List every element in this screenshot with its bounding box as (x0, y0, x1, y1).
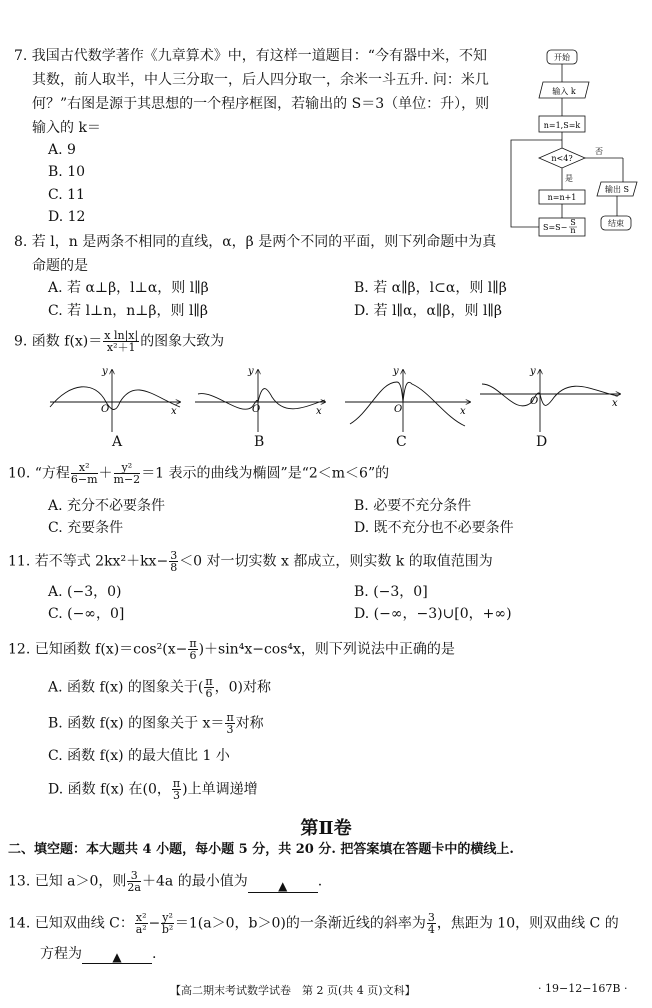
fc-update-num: S (570, 218, 576, 227)
q9-c-o: O (394, 404, 403, 415)
q8-line2: 命题的是 (32, 258, 88, 274)
fc-yes: 是 (565, 174, 573, 183)
q8-option-c: C. 若 l⊥n，n⊥β，则 l∥β (48, 303, 208, 319)
q7-option-d: D. 12 (48, 209, 86, 225)
q7-line3: 何？”右图是源于其思想的一个程序框图，若输出的 S＝3（单位：升），则 (32, 96, 490, 112)
q14-stem: 14. 已知双曲线 C： $\frac{\text{x²}}{\text{a²}}$ − $\frac{\text{y²}}{\text{b²}}$ ＝1(a＞0，b＞0)的一条渐近线的斜率为 $\frac{3}{4}$ ，焦距为 10，则双曲线 C 的 (8, 911, 619, 936)
q8-option-d: D. 若 l∥α，α∥β，则 l∥β (354, 303, 502, 319)
q10-option-b: B. 必要不充分条件 (354, 498, 472, 514)
q11-option-a: A. (−3，0) (48, 584, 122, 600)
q9-a-x: x (171, 406, 177, 417)
q14-line2: 方程为 ▲ . (40, 946, 157, 964)
fc-input: 输入 k (552, 87, 576, 96)
q7-line1: 7. 我国古代数学著作《九章算术》中，有这样一道题目：“今有器中米，不知 (14, 48, 487, 64)
q7-line2: 其数，前人取半，中人三分取一，后人四分取一，余米一斗五升. 问：米几 (32, 72, 489, 88)
q10-option-d: D. 既不充分也不必要条件 (354, 520, 514, 536)
fc-incr: n=n+1 (547, 193, 577, 202)
fc-update: S=S− (543, 223, 568, 232)
q7-option-b: B. 10 (48, 164, 86, 180)
q9-b-x: x (316, 406, 322, 417)
q9-stem: 9. 函数 f(x)＝ $\frac{\text{x ln|x|}}{\text{x²＋1}}$ 的图象大致为 (14, 329, 225, 354)
q12-stem: 12. 已知函数 f(x)＝cos²(x− $\frac{\pi}{6}$ )＋sin⁴x−cos⁴x，则下列说法中正确的是 (8, 637, 455, 662)
fc-update-den: n (570, 226, 576, 235)
fc-init: n=1,S=k (543, 121, 581, 130)
flowchart (505, 44, 645, 244)
q7-line4: 输入的 k＝ (32, 120, 101, 136)
fc-output: 输出 S (604, 185, 630, 194)
q9-d-x: x (612, 398, 618, 409)
q9-c-x: x (460, 406, 466, 417)
q12-option-d: D. 函数 f(x) 在(0， $\frac{\pi}{3}$ )上单调递增 (48, 777, 258, 802)
q9-label-d: D (536, 434, 548, 450)
fc-end: 结束 (608, 219, 624, 228)
q9-b-y: y (248, 366, 254, 377)
q12-option-b: B. 函数 f(x) 的图象关于 x＝ $\frac{\pi}{3}$ 对称 (48, 711, 264, 736)
q7-option-a: A. 9 (48, 142, 76, 158)
q14-answer-blank[interactable]: ▲ (82, 947, 152, 964)
q8-line1: 8. 若 l，n 是两条不相同的直线，α，β 是两个不同的平面，则下列命题中为真 (14, 234, 497, 250)
section-heading: 二、填空题：本大题共 4 小题，每小题 5 分，共 20 分. 把答案填在答题卡中的横线上. (8, 842, 514, 857)
q13-answer-blank[interactable]: ▲ (248, 876, 318, 893)
q9-fraction: $\frac{\text{x ln|x|}}{\text{x²＋1}}$ (104, 329, 139, 354)
q10-option-c: C. 充要条件 (48, 520, 124, 536)
q11-option-b: B. (−3，0] (354, 584, 428, 600)
q11-option-c: C. (−∞，0] (48, 606, 125, 622)
q9-label-a: A (112, 434, 123, 450)
section-title: 第Ⅱ卷 (300, 818, 352, 839)
q9-d-y: y (530, 366, 536, 377)
q9-a-o: O (101, 404, 110, 415)
q9-label-c: C (396, 434, 407, 450)
q9-d-o: O (530, 396, 539, 407)
q9-a-y: y (102, 366, 108, 377)
fc-start: 开始 (554, 53, 570, 62)
q9-c-y: y (393, 366, 399, 377)
fc-no: 否 (595, 147, 603, 156)
q7-option-c: C. 11 (48, 187, 85, 203)
footer-right: · 19−12−167B · (538, 982, 628, 995)
q13-stem: 13. 已知 a＞0，则 $\frac{3}{2a}$ ＋4a 的最小值为 ▲ . (8, 869, 323, 894)
q9-b-o: O (252, 404, 261, 415)
footer-center: 【高二期末考试数学试卷 第 2 页(共 4 页)文科】 (170, 984, 416, 997)
q8-option-a: A. 若 α⊥β，l⊥α，则 l∥β (48, 280, 209, 296)
q8-option-b: B. 若 α∥β，l⊂α，则 l∥β (354, 280, 507, 296)
q11-option-d: D. (−∞，−3)∪[0，+∞) (354, 606, 512, 622)
q11-stem: 11. 若不等式 2kx²＋kx− $\frac{3}{8}$ ＜0 对一切实数 x 都成立，则实数 k 的取值范围为 (8, 549, 493, 574)
q10-stem: 10. “方程 $\frac{\text{x²}}{6-m}$ ＋ $\frac{\text{y²}}{m-2}$ ＝1 表示的曲线为椭圆”是“2＜m＜6”的 (8, 461, 390, 486)
q12-option-a: A. 函数 f(x) 的图象关于( $\frac{\pi}{6}$ ，0)对称 (48, 675, 271, 700)
q10-option-a: A. 充分不必要条件 (48, 498, 166, 514)
q9-label-b: B (254, 434, 265, 450)
fc-cond: n<4? (551, 154, 573, 163)
q12-option-c: C. 函数 f(x) 的最大值比 1 小 (48, 748, 230, 764)
